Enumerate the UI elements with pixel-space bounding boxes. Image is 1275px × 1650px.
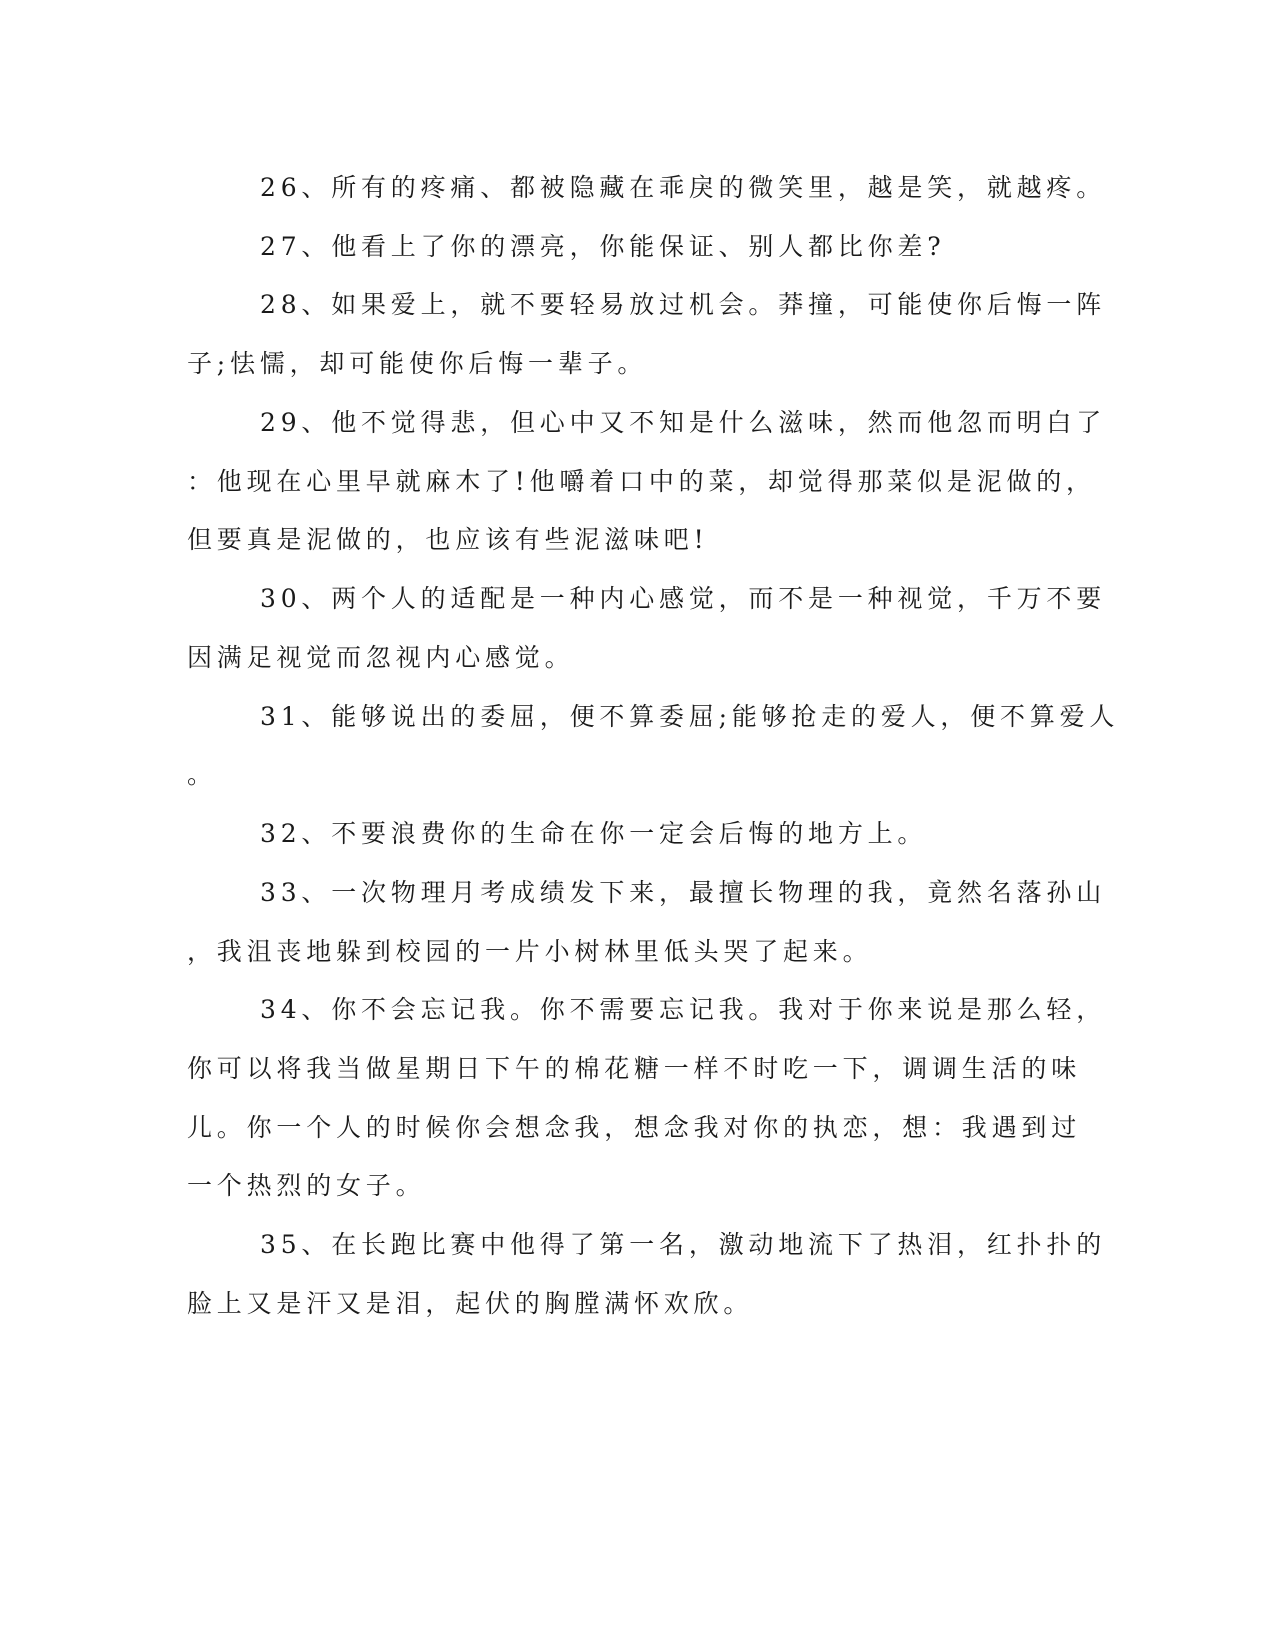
paragraph-31-line-2: 。 [187,760,217,789]
paragraph-26-line-1: 26、所有的疼痛、都被隐藏在乖戾的微笑里，越是笑，就越疼。 [260,173,1107,202]
paragraph-29-line-2: ：他现在心里早就麻木了!他嚼着口中的菜，却觉得那菜似是泥做的， [187,467,1096,496]
paragraph-30-line-1: 30、两个人的适配是一种内心感觉，而不是一种视觉，千万不要 [260,584,1107,613]
paragraph-27-line-1: 27、他看上了你的漂亮，你能保证、别人都比你差? [260,232,946,261]
paragraph-34-line-4: 一个热烈的女子。 [187,1171,426,1200]
paragraph-34-line-1: 34、你不会忘记我。你不需要忘记我。我对于你来说是那么轻， [260,995,1107,1024]
paragraph-29-line-3: 但要真是泥做的，也应该有些泥滋味吧! [187,525,709,554]
paragraph-28-line-1: 28、如果爱上，就不要轻易放过机会。莽撞，可能使你后悔一阵 [260,290,1107,319]
paragraph-33-line-1: 33、一次物理月考成绩发下来，最擅长物理的我，竟然名落孙山 [260,878,1107,907]
paragraph-34-line-2: 你可以将我当做星期日下午的棉花糖一样不时吃一下，调调生活的味 [187,1054,1082,1083]
paragraph-35-line-1: 35、在长跑比赛中他得了第一名，激动地流下了热泪，红扑扑的 [260,1230,1107,1259]
paragraph-29-line-1: 29、他不觉得悲，但心中又不知是什么滋味，然而他忽而明白了 [260,408,1107,437]
paragraph-33-line-2: ，我沮丧地躲到校园的一片小树林里低头哭了起来。 [187,937,873,966]
paragraph-34-line-3: 儿。你一个人的时候你会想念我，想念我对你的执恋，想：我遇到过 [187,1113,1082,1142]
paragraph-30-line-2: 因满足视觉而忽视内心感觉。 [187,643,575,672]
paragraph-32-line-1: 32、不要浪费你的生命在你一定会后悔的地方上。 [260,819,928,848]
paragraph-28-line-2: 子;怯懦，却可能使你后悔一辈子。 [187,349,648,378]
paragraph-31-line-1: 31、能够说出的委屈，便不算委屈;能够抢走的爱人，便不算爱人 [260,702,1120,731]
paragraph-35-line-2: 脸上又是汗又是泪，起伏的胸膛满怀欢欣。 [187,1289,754,1318]
